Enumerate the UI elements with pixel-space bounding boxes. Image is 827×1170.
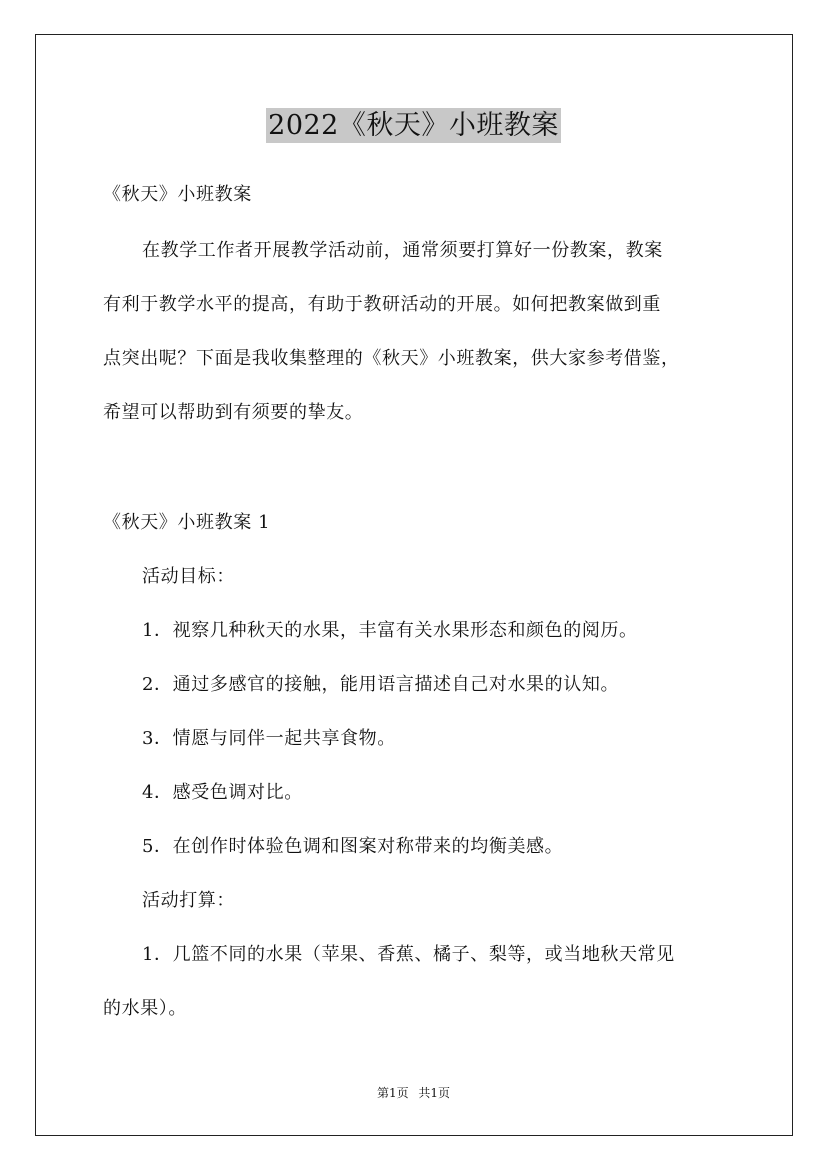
page-total: 共1页 [418, 1086, 451, 1100]
prep-label: 活动打算： [142, 890, 235, 911]
intro-line: 在教学工作者开展教学活动前，通常须要打算好一份教案，教案 [142, 240, 663, 261]
goal-item: 3．情愿与同伴一起共享食物。 [142, 728, 396, 749]
intro-line: 点突出呢？下面是我收集整理的《秋天》小班教案，供大家参考借鉴， [103, 348, 680, 369]
intro-line: 希望可以帮助到有须要的挚友。 [103, 402, 364, 423]
goal-item: 2．通过多感官的接触，能用语言描述自己对水果的认知。 [142, 674, 620, 695]
page-number: 第1页 [376, 1086, 409, 1100]
goals-label: 活动目标： [142, 566, 235, 587]
goal-item: 4．感受色调对比。 [142, 782, 303, 803]
title-text: 2022《秋天》小班教案 [268, 110, 559, 141]
intro-line: 有利于教学水平的提高，有助于教研活动的开展。如何把教案做到重 [103, 294, 661, 315]
page-footer [0, 1084, 827, 1101]
goal-item: 5．在创作时体验色调和图案对称带来的均衡美感。 [142, 836, 564, 857]
prep-item: 1．几篮不同的水果（苹果、香蕉、橘子、梨等，或当地秋天常见 [142, 944, 675, 965]
subtitle: 《秋天》小班教案 [103, 184, 252, 205]
document-title [0, 103, 827, 142]
goal-item: 1．视察几种秋天的水果，丰富有关水果形态和颜色的阅历。 [142, 620, 638, 641]
prep-item-continued: 的水果）。 [103, 998, 187, 1019]
section-heading: 《秋天》小班教案 1 [103, 512, 271, 533]
